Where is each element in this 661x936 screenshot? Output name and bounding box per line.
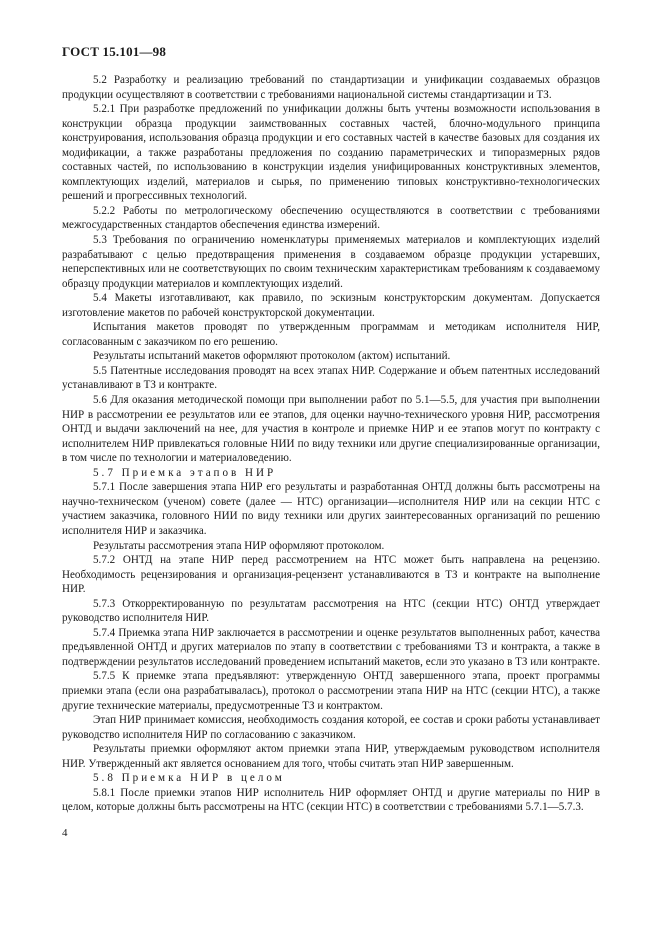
paragraph: 5.7.5 К приемке этапа предъявляют: утвержденную ОНТД завершенного этапа, проект программы приемки этапа (если она разрабатывалась), протокол о рассмотрении этапа НИР на НТС (секции НТС), а также другие технические материалы, предусмотренные ТЗ и контрактом. — [62, 670, 600, 712]
paragraph: 5.3 Требования по ограничению номенклатуры применяемых материалов и комплектующих изделий разрабатывают с целью предотвращения применения в создаваемом образце продукции устаревших, неперспективных или не соответствующих по своим техническим характеристикам требованиям к создаваемому образцу продукции материалов и комплектующих изделий. — [62, 234, 600, 290]
paragraph: 5.5 Патентные исследования проводят на всех этапах НИР. Содержание и объем патентных исследований устанавливают в ТЗ и контракте. — [62, 364, 600, 392]
paragraph: 5.7.3 Откорректированную по результатам рассмотрения на НТС (секции НТС) ОНТД утверждает руководство исполнителя НИР. — [62, 597, 600, 625]
paragraph: Испытания макетов проводят по утвержденным программам и методикам исполнителя НИР, согласованным с заказчиком по его решению. — [62, 321, 600, 348]
paragraph: 5.2.2 Работы по метрологическому обеспечению осуществляются в соответствии с требованиями межгосударственных стандартов обеспечения единства измерений. — [62, 204, 600, 232]
paragraph: 5.7.1 После завершения этапа НИР его результаты и разработанная ОНТД должны быть рассмотрены на научно-техническом (ученом) совете (далее — НТС) организации—исполнителя НИР или на секции НТС с участием заказчика, головного НИИ по виду техники или других заинтересованных организаций по решению исполнителя НИР и заказчика. — [62, 481, 600, 537]
paragraph: Результаты приемки оформляют актом приемки этапа НИР, утверждаемым руководством исполнителя НИР. Утвержденный акт является основанием для того, чтобы считать этап НИР завершенным. — [62, 743, 600, 770]
page-number: 4 — [62, 827, 68, 839]
paragraph: 5.4 Макеты изготавливают, как правило, по эскизным конструкторским документам. Допускается изготовление макетов по рабочей конструкторской документации. — [62, 292, 600, 319]
document-body — [62, 73, 600, 815]
paragraph: 5.7.2 ОНТД на этапе НИР перед рассмотрением на НТС может быть направлена на рецензию. Необходимость рецензирования и организация-рецензент устанавливаются в ТЗ и контракте на выполнение НИР. — [62, 554, 600, 596]
paragraph: 5.6 Для оказания методической помощи при выполнении работ по 5.1—5.5, для участия при выполнении НИР в рассмотрении ее результатов или ее этапов, для оценки научно-технического уровня НИР, рассмотрения ОНТД и выдачи заключений на нее, для участия в контроле и приемке НИР и ее этапов могут по контракту с исполнителем НИР привлекаться головные НИИ по виду техники или другие специализированные организации, в том числе по технологии и материаловедению. — [62, 394, 600, 465]
paragraph: 5.7.4 Приемка этапа НИР заключается в рассмотрении и оценке результатов выполненных работ, качества предъявленной ОНТД и других материалов по этапу в соответствии с требованиями ТЗ и контракта, а также в подтверждении результатов исследований проведением испытаний макетов, если это указано в ТЗ или контракте. — [62, 626, 600, 668]
document-header: ГОСТ 15.101—98 — [62, 44, 167, 59]
section-heading: 5.7 Приемка этапов НИР — [93, 466, 277, 479]
paragraph: Результаты испытаний макетов оформляют протоколом (актом) испытаний. — [93, 350, 451, 363]
section-heading: 5.8 Приемка НИР в целом — [93, 772, 285, 785]
paragraph: 5.8.1 После приемки этапов НИР исполнитель НИР оформляет ОНТД и другие материалы по НИР в целом, которые должны быть рассмотрены на НТС (секции НТС) в соответствии с требованиями 5.7.1—5.7.3. — [62, 786, 600, 814]
paragraph: Этап НИР принимает комиссия, необходимость создания которой, ее состав и сроки работы устанавливает руководство исполнителя НИР по согласованию с заказчиком. — [62, 714, 600, 741]
paragraph: 5.2 Разработку и реализацию требований по стандартизации и унификации создаваемых образцов продукции осуществляют в соответствии с требованиями национальной системы стандартизации и ТЗ. — [62, 74, 600, 101]
paragraph: Результаты рассмотрения этапа НИР оформляют протоколом. — [93, 539, 385, 552]
paragraph: 5.2.1 При разработке предложений по унификации должны быть учтены возможности использования в конструкции образца продукции заимствованных составных частей, блочно-модульного принципа конструирования, использования образца продукции и его составных частей в качестве базовых для создания их модификации, а также разработаны предложения по созданию параметрических и типоразмерных рядов составных частей, по использованию в конструкции изделия унифицированных конструктивных элементов, комплектующих изделий, материалов и сырья, по применению типовых конструктивно-технологических решений и прогрессивных технологий. — [62, 103, 600, 203]
